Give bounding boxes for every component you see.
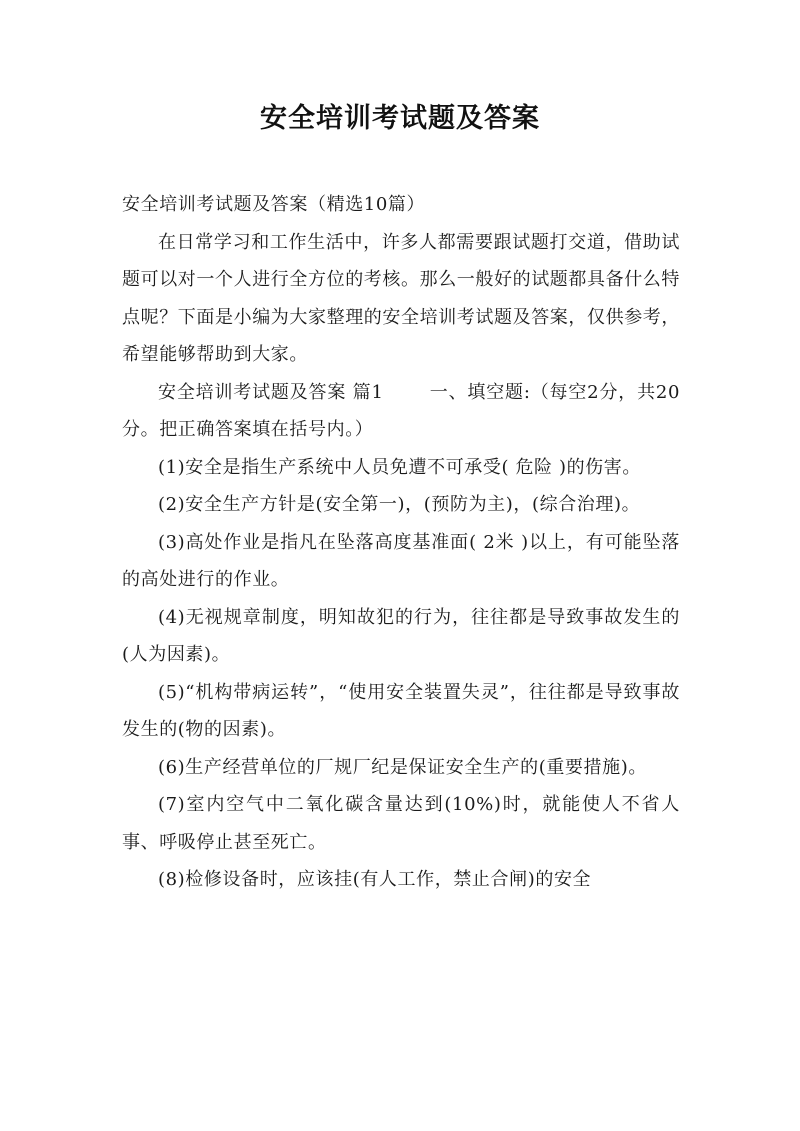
question-item: (3)高处作业是指凡在坠落高度基准面( 2米 )以上，有可能坠落的高处进行的作业。 <box>122 531 680 590</box>
question-item: (1)安全是指生产系统中人员免遭不可承受( 危险 )的伤害。 <box>158 456 641 478</box>
section-paragraph <box>122 374 680 449</box>
subtitle: 安全培训考试题及答案（精选10篇） <box>122 194 426 215</box>
question-item: (6)生产经营单位的厂规厂纪是保证安全生产的(重要措施)。 <box>158 756 647 778</box>
question-item: (5)“机构带病运转”，“使用安全装置失灵”，往往都是导致事故发生的(物的因素)。 <box>122 681 680 740</box>
section-heading: 安全培训考试题及答案 篇1 <box>158 381 384 403</box>
intro-paragraph: 在日常学习和工作生活中，许多人都需要跟试题打交道，借助试题可以对一个人进行全方位的考核。那么一般好的试题都具备什么特点呢？下面是小编为大家整理的安全培训考试题及答案，仅供参考，希望能够帮助到大家。 <box>122 231 680 365</box>
question-item: (2)安全生产方针是(安全第一)，(预防为主)，(综合治理)。 <box>158 494 641 515</box>
section-instruction: 一、填空题:（每空2分，共20分。把正确答案填在括号内。） <box>122 381 680 440</box>
page-title: 安全培训考试题及答案 <box>260 103 540 134</box>
question-item: (8)检修设备时，应该挂(有人工作，禁止合闸)的安全 <box>158 869 592 890</box>
question-item: (4)无视规章制度，明知故犯的行为，往往都是导致事故发生的(人为因素)。 <box>122 606 680 665</box>
question-item: (7)室内空气中二氧化碳含量达到(10%)时，就能使人不省人事、呼吸停止甚至死亡。 <box>122 794 680 853</box>
document-body <box>122 186 680 899</box>
